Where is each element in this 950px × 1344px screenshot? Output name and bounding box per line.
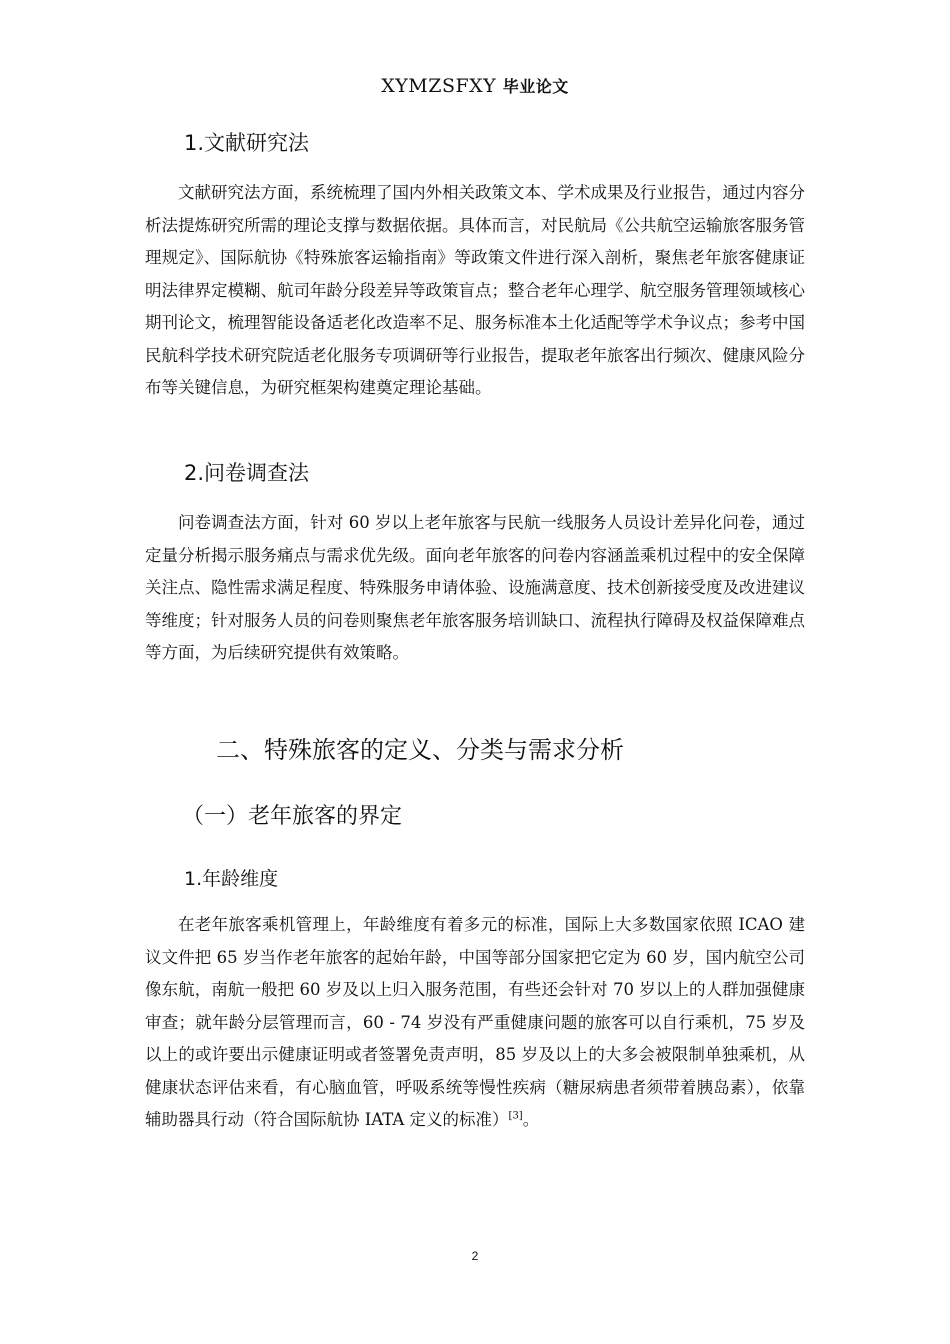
section-heading-age: 1.年龄维度 <box>184 868 279 890</box>
section-heading-questionnaire: 2.问卷调查法 <box>184 461 310 485</box>
citation-ref[interactable]: [3] <box>508 1110 523 1122</box>
paragraph-age <box>145 909 805 1137</box>
header-latin: XYMZSFXY <box>381 75 503 97</box>
chapter-heading: 二、特殊旅客的定义、分类与需求分析 <box>216 736 624 764</box>
paragraph-questionnaire: 问卷调查法方面，针对 60 岁以上老年旅客与民航一线服务人员设计差异化问卷，通过定量分析揭示服务痛点与需求优先级。面向老年旅客的问卷内容涵盖乘机过程中的安全保障关注点、隐性需求满足程度、特殊服务申请体验、设施满意度、技术创新接受度及改进建议等维度；针对服务人员的问卷则聚焦老年旅客服务培训缺口、流程执行障碍及权益保障难点等方面，为后续研究提供有效策略。 <box>145 513 805 662</box>
paragraph-age-end: 。 <box>522 1110 540 1129</box>
header-chinese: 毕业论文 <box>502 77 569 96</box>
page-number: 2 <box>471 1249 479 1263</box>
paragraph-age-text: 在老年旅客乘机管理上，年龄维度有着多元的标准，国际上大多数国家依照 ICAO 建议文件把 65 岁当作老年旅客的起始年龄，中国等部分国家把它定为 60 岁，国内航空公司像东航，南航一般把 60 岁及以上归入服务范围，有些还会针对 70 岁以上的人群加强健康审查；就年龄分层管理而言，60 - 74 岁没有严重健康问题的旅客可以自行乘机，75 岁及以上的或许要出示健康证明或者签署免责声明，85 岁及以上的大多会被限制单独乘机，从健康状态评估来看，有心脑血管，呼吸系统等慢性疾病（糖尿病患者须带着胰岛素），依靠辅助器具行动（符合国际航协 IATA 定义的标准） <box>145 915 805 1129</box>
paragraph-literature: 文献研究法方面，系统梳理了国内外相关政策文本、学术成果及行业报告，通过内容分析法提炼研究所需的理论支撑与数据依据。具体而言，对民航局《公共航空运输旅客服务管理规定》、国际航协《特殊旅客运输指南》等政策文件进行深入剖析，聚焦老年旅客健康证明法律界定模糊、航司年龄分段差异等政策盲点；整合老年心理学、航空服务管理领域核心期刊论文，梳理智能设备适老化改造率不足、服务标准本土化适配等学术争议点；参考中国民航科学技术研究院适老化服务专项调研等行业报告，提取老年旅客出行频次、健康风险分布等关键信息，为研究框架构建奠定理论基础。 <box>145 183 805 397</box>
page-header <box>0 74 950 97</box>
section-heading-literature: 1.文献研究法 <box>184 131 310 155</box>
subsection-heading: （一）老年旅客的界定 <box>182 804 403 829</box>
